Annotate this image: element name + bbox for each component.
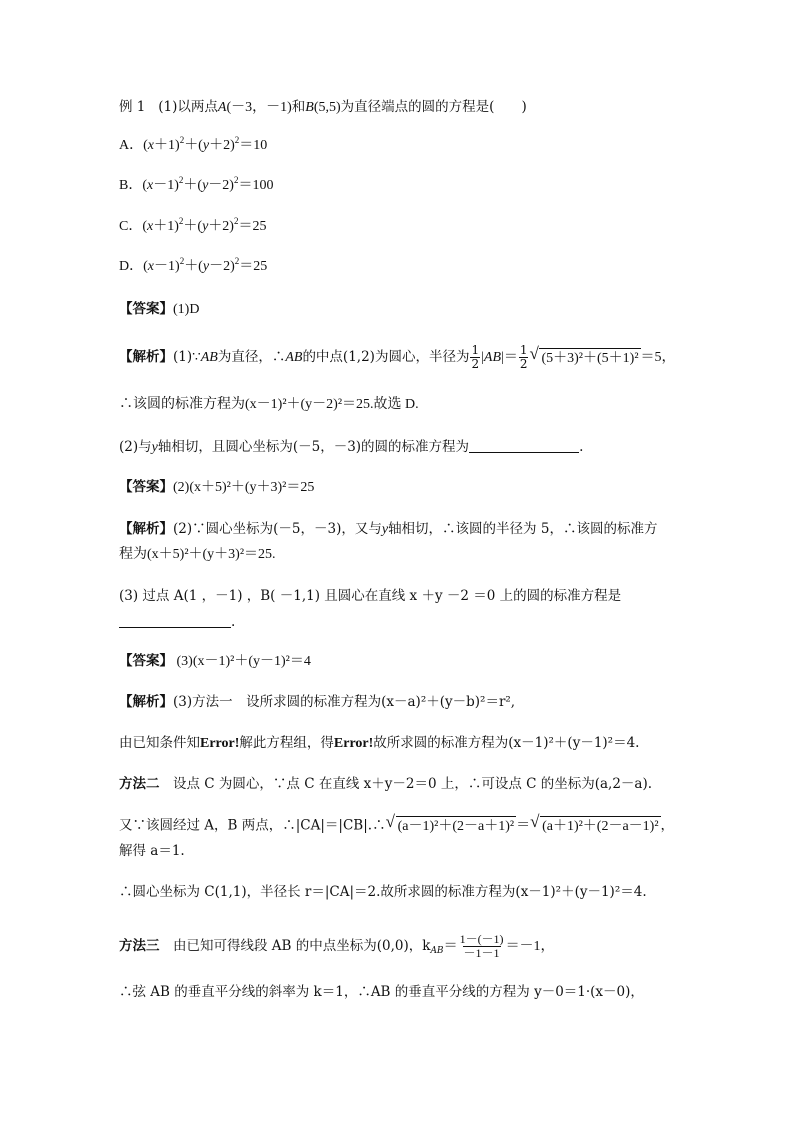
sqrt-content: (a－1)²＋(2－a＋1)² xyxy=(396,816,516,836)
solution-1-line-2: ∴该圆的标准方程为(x－1)²＋(y－2)²＝25.故选 D. xyxy=(119,397,419,412)
option-value: ＝25 xyxy=(238,219,267,234)
method-2-line xyxy=(119,775,652,793)
fraction-numerator: 1－(－1) xyxy=(459,932,504,946)
solution-text: ＝5， xyxy=(640,350,676,365)
point-a-coords: (－3，－1) xyxy=(226,100,292,115)
error-marker: Error! xyxy=(200,736,240,751)
solution-text: ， xyxy=(660,817,675,834)
fraction-half xyxy=(470,344,480,371)
method-3-line-2: ∴弦 AB 的垂直平分线的斜率为 k＝1，∴AB 的垂直平分线的方程为 y－0＝1·(x－0)， xyxy=(119,984,644,1000)
analysis-tag: 【解析】 xyxy=(119,349,173,365)
solution-text: ＝－1， xyxy=(505,939,555,954)
option-a: A．$(x+1)^2+(y+2)^2=10$ xyxy=(119,135,268,153)
sqrt-content: (5＋3)²＋(5＋1)² xyxy=(539,348,640,368)
answer-2 xyxy=(119,478,314,497)
option-term: ＋2 xyxy=(208,219,230,234)
option-term: ＋1 xyxy=(153,219,175,234)
fraction-denominator: －1－1 xyxy=(463,946,500,960)
solution-text: 的中点(1,2)为圆心，半径为 xyxy=(302,349,470,365)
method-2-conclusion: ∴圆心坐标为 C(1,1)，半径长 r＝|CA|＝2.故所求圆的标准方程为(x－1)²＋(y－1)²＝4. xyxy=(119,884,647,900)
method-2-result: 解得 a＝1. xyxy=(119,843,185,859)
method-label: 方法三 xyxy=(119,938,160,954)
answer-1 xyxy=(119,300,199,319)
fraction-numerator: 1 xyxy=(471,343,480,357)
sqrt-content: (a＋1)²＋(2－a－1)² xyxy=(540,816,660,836)
fraction-half xyxy=(519,344,529,371)
sqrt-expression: √ (5＋3)²＋(5＋1)² xyxy=(529,343,639,366)
error-marker: Error! xyxy=(333,736,374,751)
solution-1-line-1: 【解析】(1)∵AB为直径，∴AB的中点(1,2)为圆心，半径为 $\frac{1}{2}$ |AB|＝ $\frac{1}{2}$ √ (5＋3)²＋(5＋1)² ＝5， xyxy=(119,343,676,371)
solution-text: 轴相切，∴该圆的半径为 5，∴该圆的标准方 xyxy=(388,521,658,537)
answer-blank xyxy=(469,438,579,453)
analysis-tag: 【解析】 xyxy=(119,521,173,537)
solution-text: 为直径，∴ xyxy=(217,349,286,365)
fraction-denominator: 2 xyxy=(471,357,480,371)
answer-tag: 【答案】 xyxy=(119,301,173,317)
solution-3-line-1 xyxy=(119,693,515,711)
answer-value: (3)(x－1)²＋(y－1)²＝4 xyxy=(173,654,311,669)
slope-fraction xyxy=(459,933,505,960)
solution-2-line-2: 程为(x＋5)²＋(y＋3)²＝25. xyxy=(119,547,276,562)
method-label: 方法二 xyxy=(119,776,160,792)
q1-stem-and: 和 xyxy=(291,99,306,115)
sqrt-expression: √ (a＋1)²＋(2－a－1)² xyxy=(530,812,659,834)
solution-text: (2)∵圆心坐标为(－5，－3)，又与 xyxy=(173,521,382,537)
point-b-coords: (5,5) xyxy=(313,100,341,115)
question-3-blank-line xyxy=(119,613,235,631)
solution-text: 又∵该圆经过 A，B 两点，∴|CA|＝|CB|.∴ xyxy=(119,817,386,834)
option-b: B．$(x-1)^2+(y-2)^2=100$ xyxy=(119,175,274,193)
subscript: AB xyxy=(430,946,444,956)
fraction-numerator: 1 xyxy=(519,343,528,357)
sqrt-expression: √ (a－1)²＋(2－a＋1)² xyxy=(385,812,515,834)
option-c: C．$(x+1)^2+(y+2)^2=25$ xyxy=(119,216,267,234)
answer-blank xyxy=(119,613,231,628)
question-text: (2)与 xyxy=(119,439,152,455)
question-2: (2)与y轴相切，且圆心坐标为(－5，－3)的圆的标准方程为 . xyxy=(119,439,584,455)
option-value: ＝100 xyxy=(238,178,274,193)
option-label: D． xyxy=(119,259,144,274)
option-label: B． xyxy=(119,178,143,193)
option-term: －1 xyxy=(153,178,175,193)
option-label: C． xyxy=(119,219,143,234)
answer-3 xyxy=(119,652,311,671)
point-a: A xyxy=(217,100,227,115)
solution-text: (3)方法一 设所求圆的标准方程为(x－a)²＋(y－b)²＝r², xyxy=(173,694,516,710)
q1-stem-start: (1)以两点 xyxy=(158,99,218,115)
option-value: ＝25 xyxy=(239,259,268,274)
example-1-stem xyxy=(119,98,527,117)
solution-text: ＝ xyxy=(516,818,531,834)
option-term: －2 xyxy=(208,178,230,193)
solution-text: 故所求圆的标准方程为(x－1)²＋(y－1)²＝4. xyxy=(373,735,640,751)
answer-tag: 【答案】 xyxy=(119,653,173,669)
solution-3-line-2 xyxy=(119,734,639,753)
question-text: 轴相切，且圆心坐标为(－5，－3)的圆的标准方程为 xyxy=(157,439,470,455)
solution-text: ＝ xyxy=(443,939,458,954)
fraction-denominator: 2 xyxy=(519,357,528,371)
analysis-tag: 【解析】 xyxy=(119,694,173,710)
answer-value: (2)(x＋5)²＋(y＋3)²＝25 xyxy=(173,480,315,495)
option-d: D．$(x-1)^2+(y-2)^2=25$ xyxy=(119,256,268,274)
example-label: 例 1 xyxy=(119,99,146,115)
solution-2-line-1: 【解析】(2)∵圆心坐标为(－5，－3)，又与y轴相切，∴该圆的半径为 5，∴该圆的标准方 xyxy=(119,521,658,537)
option-label: A． xyxy=(119,138,144,153)
option-term: ＋1 xyxy=(154,138,176,153)
solution-text: 由已知条件知 xyxy=(119,735,200,751)
option-value: ＝10 xyxy=(239,138,268,153)
answer-tag: 【答案】 xyxy=(119,479,173,495)
question-text: . xyxy=(231,614,236,630)
method-2-sqrt-line xyxy=(119,812,675,836)
question-text: . xyxy=(579,439,584,455)
q1-stem-end: 为直径端点的圆的方程是( ) xyxy=(340,99,527,115)
method-3-line xyxy=(119,933,555,960)
question-3: (3) 过点 A(1 ，－1) ，B( －1,1) 且圆心在直线 x ＋y －2 ＝0 上的圆的标准方程是 xyxy=(119,588,622,604)
solution-text: 由已知可得线段 AB 的中点坐标为(0,0)，k xyxy=(159,938,431,954)
answer-value: (1)D xyxy=(173,302,200,317)
solution-text: 解此方程组，得 xyxy=(239,735,334,751)
option-term: －2 xyxy=(209,259,231,274)
point-b: B xyxy=(305,100,314,115)
solution-text: (1)∵ xyxy=(173,349,201,365)
solution-text: 设点 C 为圆心，∵点 C 在直线 x＋y－2＝0 上，∴可设点 C 的坐标为(a,2－a). xyxy=(159,776,653,792)
option-term: －1 xyxy=(154,259,176,274)
option-term: ＋2 xyxy=(209,138,231,153)
